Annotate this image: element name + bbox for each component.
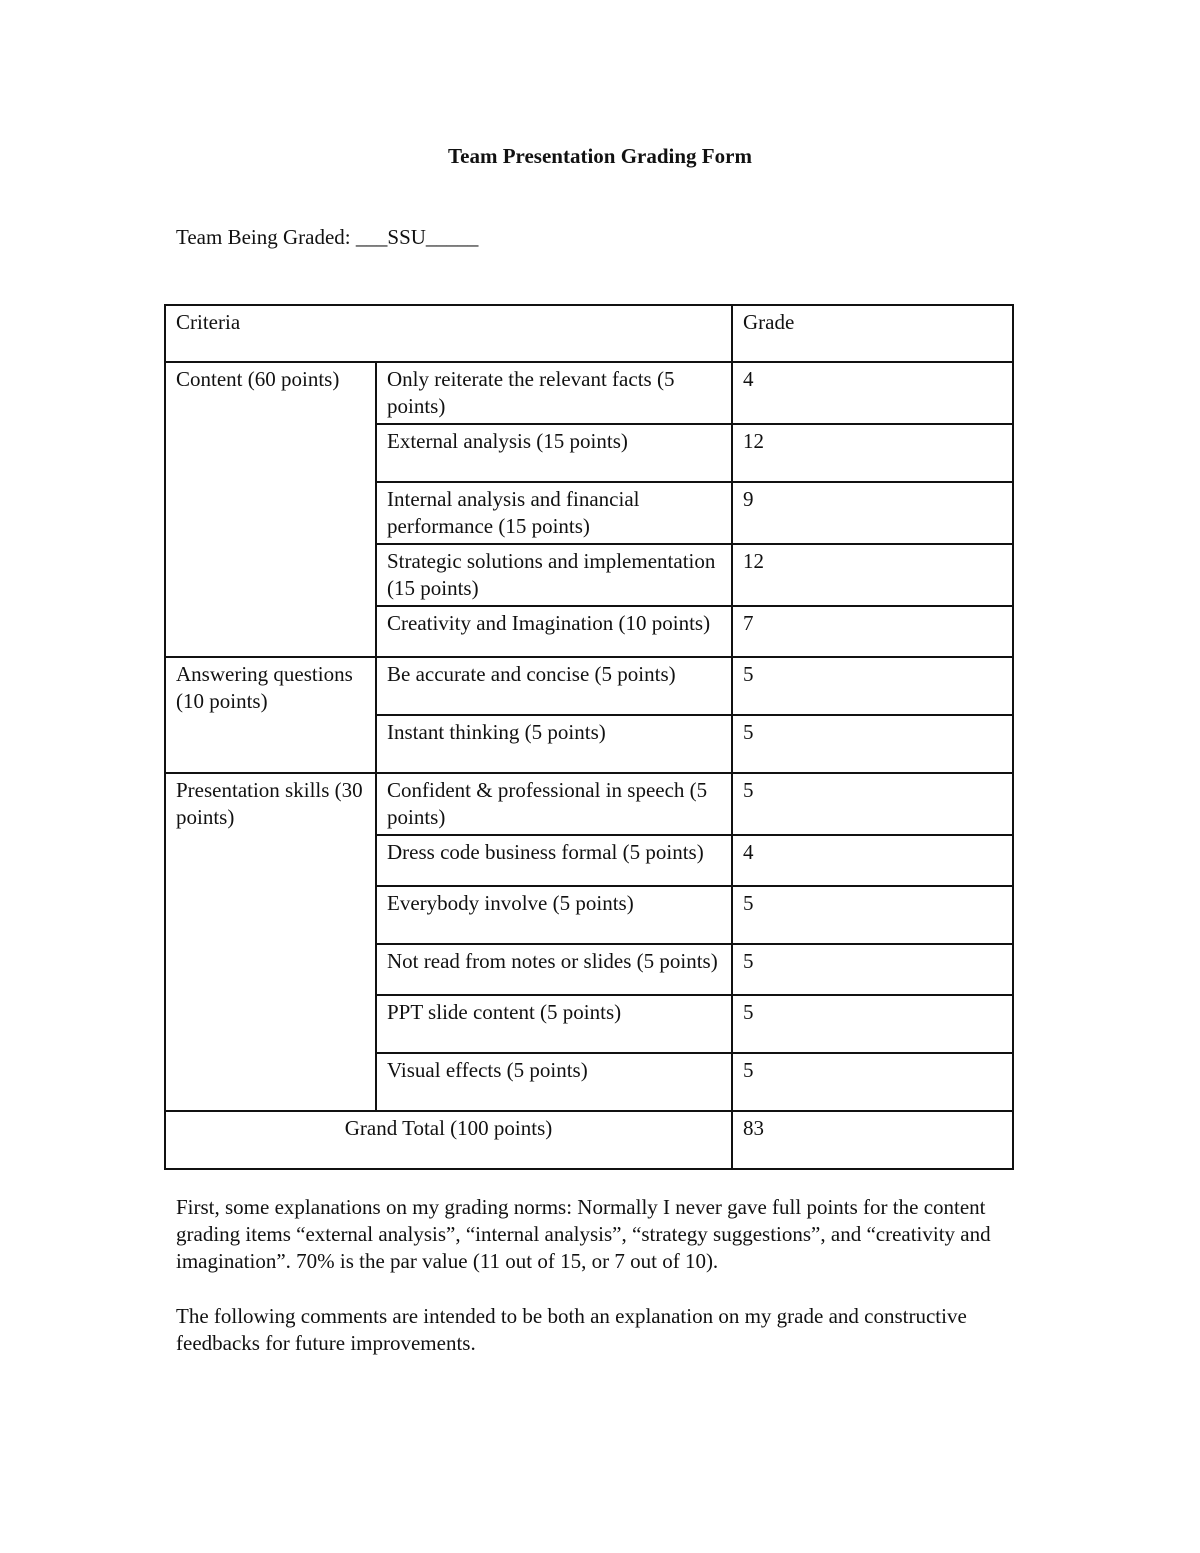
criteria-item: Confident & professional in speech (5 points) <box>376 773 732 835</box>
criteria-item: Not read from notes or slides (5 points) <box>376 944 732 995</box>
table-row <box>165 362 1013 424</box>
table-row <box>165 773 1013 835</box>
grade-value: 5 <box>732 886 1013 944</box>
criteria-item: Everybody involve (5 points) <box>376 886 732 944</box>
grade-value: 4 <box>732 835 1013 886</box>
table-row <box>165 657 1013 715</box>
grand-total-label: Grand Total (100 points) <box>165 1111 732 1169</box>
criteria-item: Dress code business formal (5 points) <box>376 835 732 886</box>
criteria-item: Visual effects (5 points) <box>376 1053 732 1111</box>
group-label-content: Content (60 points) <box>165 362 376 657</box>
criteria-header: Criteria <box>165 305 732 362</box>
grade-value: 5 <box>732 1053 1013 1111</box>
grade-value: 5 <box>732 773 1013 835</box>
group-label-presentation-skills: Presentation skills (30 points) <box>165 773 376 1111</box>
criteria-item: Creativity and Imagination (10 points) <box>376 606 732 657</box>
criteria-item: PPT slide content (5 points) <box>376 995 732 1053</box>
grand-total-row <box>165 1111 1013 1169</box>
team-being-graded-line <box>176 225 478 250</box>
grade-value: 12 <box>732 424 1013 482</box>
grand-total-value: 83 <box>732 1111 1013 1169</box>
grade-value: 4 <box>732 362 1013 424</box>
grade-value: 5 <box>732 995 1013 1053</box>
grade-value: 5 <box>732 944 1013 995</box>
table-header-row <box>165 305 1013 362</box>
criteria-item: Instant thinking (5 points) <box>376 715 732 773</box>
grade-value: 12 <box>732 544 1013 606</box>
criteria-item: Only reiterate the relevant facts (5 points) <box>376 362 732 424</box>
group-label-answering-questions: Answering questions (10 points) <box>165 657 376 773</box>
grading-norms-paragraph: First, some explanations on my grading norms: Normally I never gave full points for the content grading items “external analysis”, “internal analysis”, “strategy suggestions”, and “creativity and imagination”. 70% is the par value (11 out of 15, or 7 out of 10). <box>176 1195 991 1273</box>
criteria-item: Be accurate and concise (5 points) <box>376 657 732 715</box>
criteria-item: Internal analysis and financial performance (15 points) <box>376 482 732 544</box>
grading-table <box>164 304 1014 1170</box>
team-value: ___SSU_____ <box>355 225 479 249</box>
grade-value: 7 <box>732 606 1013 657</box>
criteria-item: Strategic solutions and implementation (15 points) <box>376 544 732 606</box>
grade-value: 5 <box>732 715 1013 773</box>
grade-value: 9 <box>732 482 1013 544</box>
comments-intro-paragraph: The following comments are intended to be both an explanation on my grade and constructive feedbacks for future improvements. <box>176 1304 967 1355</box>
criteria-item: External analysis (15 points) <box>376 424 732 482</box>
team-label: Team Being Graded: <box>176 225 351 249</box>
document-title: Team Presentation Grading Form <box>448 144 752 168</box>
grade-value: 5 <box>732 657 1013 715</box>
grade-header: Grade <box>732 305 1013 362</box>
